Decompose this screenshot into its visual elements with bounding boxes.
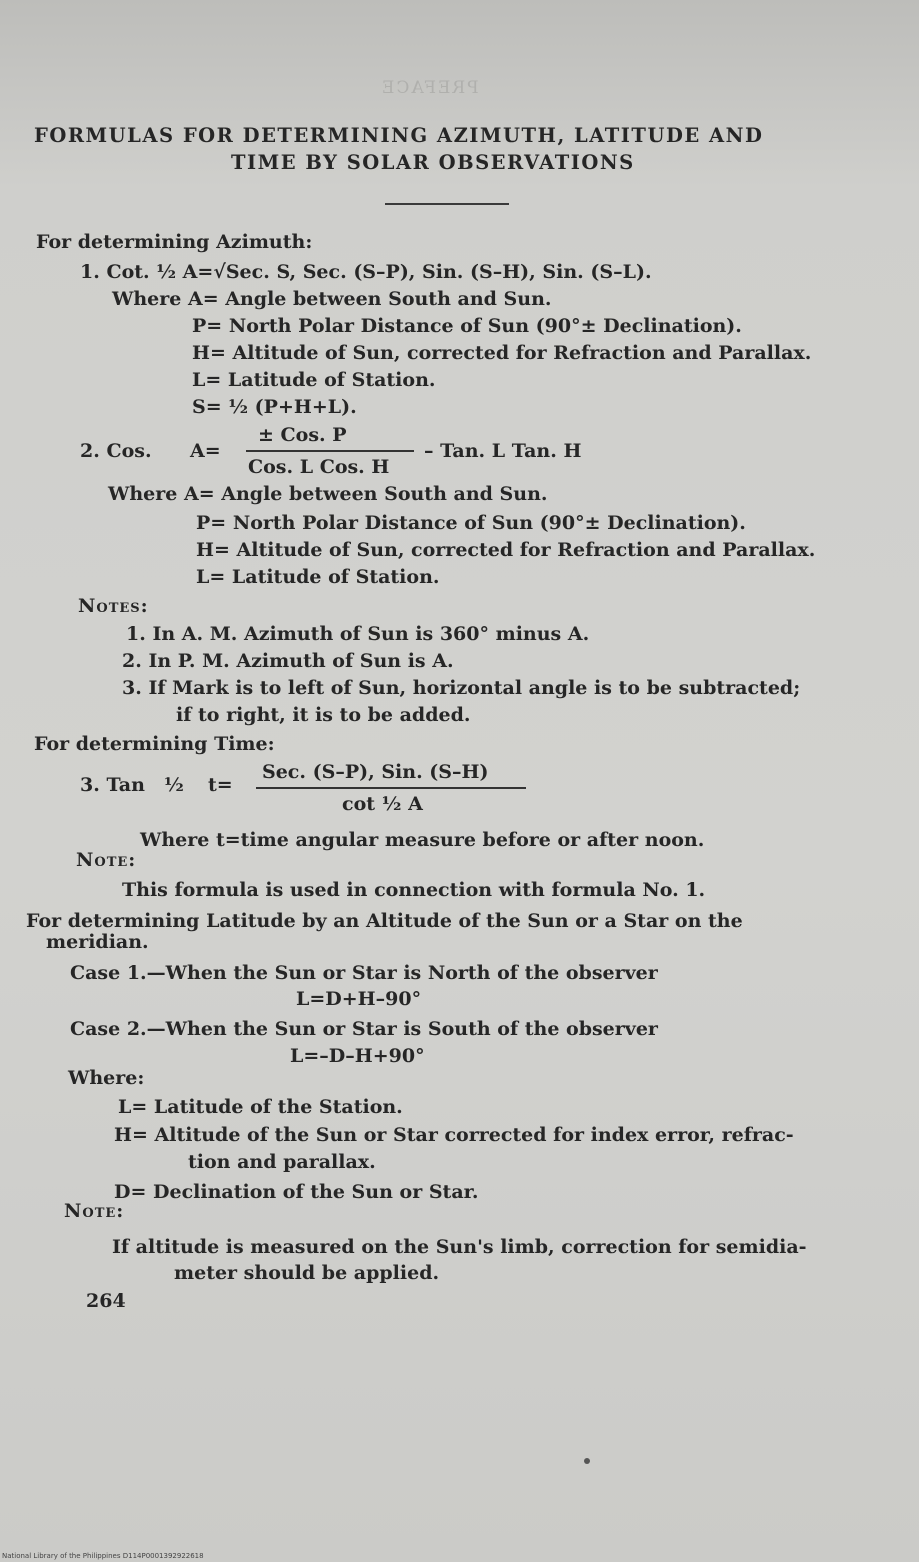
latitude-note-heading: Note: (64, 1200, 125, 1222)
latitude-where-h: H= Altitude of the Sun or Star corrected for index error, refrac- (114, 1124, 794, 1146)
case-1-formula: L=D+H–90° (296, 988, 422, 1010)
latitude-heading-2: meridian. (46, 931, 149, 953)
formula-2-label: 2. Cos. (80, 440, 152, 462)
where1-h: H= Altitude of Sun, corrected for Refraction and Parallax. (192, 342, 812, 364)
formula-1: 1. Cot. ½ A=√Sec. S, Sec. (S–P), Sin. (S–H), Sin. (S–L). (80, 261, 652, 283)
bleed-through-text: PREFACE (380, 78, 479, 98)
latitude-where-d: D= Declination of the Sun or Star. (114, 1181, 479, 1203)
where2-l: L= Latitude of Station. (196, 566, 440, 588)
note-3: 3. If Mark is to left of Sun, horizontal angle is to be subtracted; (122, 677, 801, 699)
formula-3-denominator: cot ½ A (342, 793, 423, 815)
time-heading: For determining Time: (34, 733, 275, 755)
title-divider (385, 203, 509, 205)
note-2: 2. In P. M. Azimuth of Sun is A. (122, 650, 454, 672)
latitude-note-1: If altitude is measured on the Sun's limb, correction for semidia- (112, 1236, 807, 1258)
formula-2-numerator: ± Cos. P (258, 424, 347, 446)
where2-p: P= North Polar Distance of Sun (90°± Declination). (196, 512, 746, 534)
latitude-note-2: meter should be applied. (174, 1262, 440, 1284)
time-note-heading: Note: (76, 849, 137, 871)
case-1: Case 1.—When the Sun or Star is North of the observer (70, 962, 658, 984)
latitude-heading-1: For determining Latitude by an Altitude of the Sun or a Star on the (26, 910, 743, 932)
title-line-1: FORMULAS FOR DETERMINING AZIMUTH, LATITUDE AND (34, 124, 764, 147)
note-1: 1. In A. M. Azimuth of Sun is 360° minus A. (126, 623, 590, 645)
case-2-formula: L=–D–H+90° (290, 1045, 425, 1067)
formula-3-half: ½ (164, 774, 184, 796)
formula-2-denominator: Cos. L Cos. H (248, 456, 390, 478)
title-line-2: TIME BY SOLAR OBSERVATIONS (231, 151, 635, 174)
where1-a: Where A= Angle between South and Sun. (112, 288, 552, 310)
azimuth-heading: For determining Azimuth: (36, 231, 313, 253)
formula-3-fraction-bar (256, 787, 526, 789)
formula-3-lhs: t= (208, 774, 233, 796)
formula-2-tail: – Tan. L Tan. H (424, 440, 582, 462)
where1-l: L= Latitude of Station. (192, 369, 436, 391)
formula-3-numerator: Sec. (S–P), Sin. (S–H) (262, 761, 489, 783)
formula-2-lhs: A= (190, 440, 221, 462)
latitude-where-heading: Where: (68, 1067, 145, 1089)
where2-h: H= Altitude of Sun, corrected for Refraction and Parallax. (196, 539, 816, 561)
where1-p: P= North Polar Distance of Sun (90°± Declination). (192, 315, 742, 337)
latitude-where-h-cont: tion and parallax. (188, 1151, 376, 1173)
scan-footer: National Library of the Philippines D114P0001392922618 (2, 1552, 204, 1560)
where2-a: Where A= Angle between South and Sun. (108, 483, 548, 505)
time-note: This formula is used in connection with formula No. 1. (122, 879, 706, 901)
notes-heading: Notes: (78, 595, 149, 617)
ink-speck (584, 1458, 590, 1464)
latitude-where-l: L= Latitude of the Station. (118, 1096, 403, 1118)
note-3-cont: if to right, it is to be added. (176, 704, 471, 726)
page-number: 264 (86, 1290, 126, 1312)
formula-3-label: 3. Tan (80, 774, 145, 796)
time-where: Where t=time angular measure before or after noon. (140, 829, 705, 851)
where1-s: S= ½ (P+H+L). (192, 396, 357, 418)
formula-2-fraction-bar (246, 450, 414, 452)
case-2: Case 2.—When the Sun or Star is South of the observer (70, 1018, 658, 1040)
